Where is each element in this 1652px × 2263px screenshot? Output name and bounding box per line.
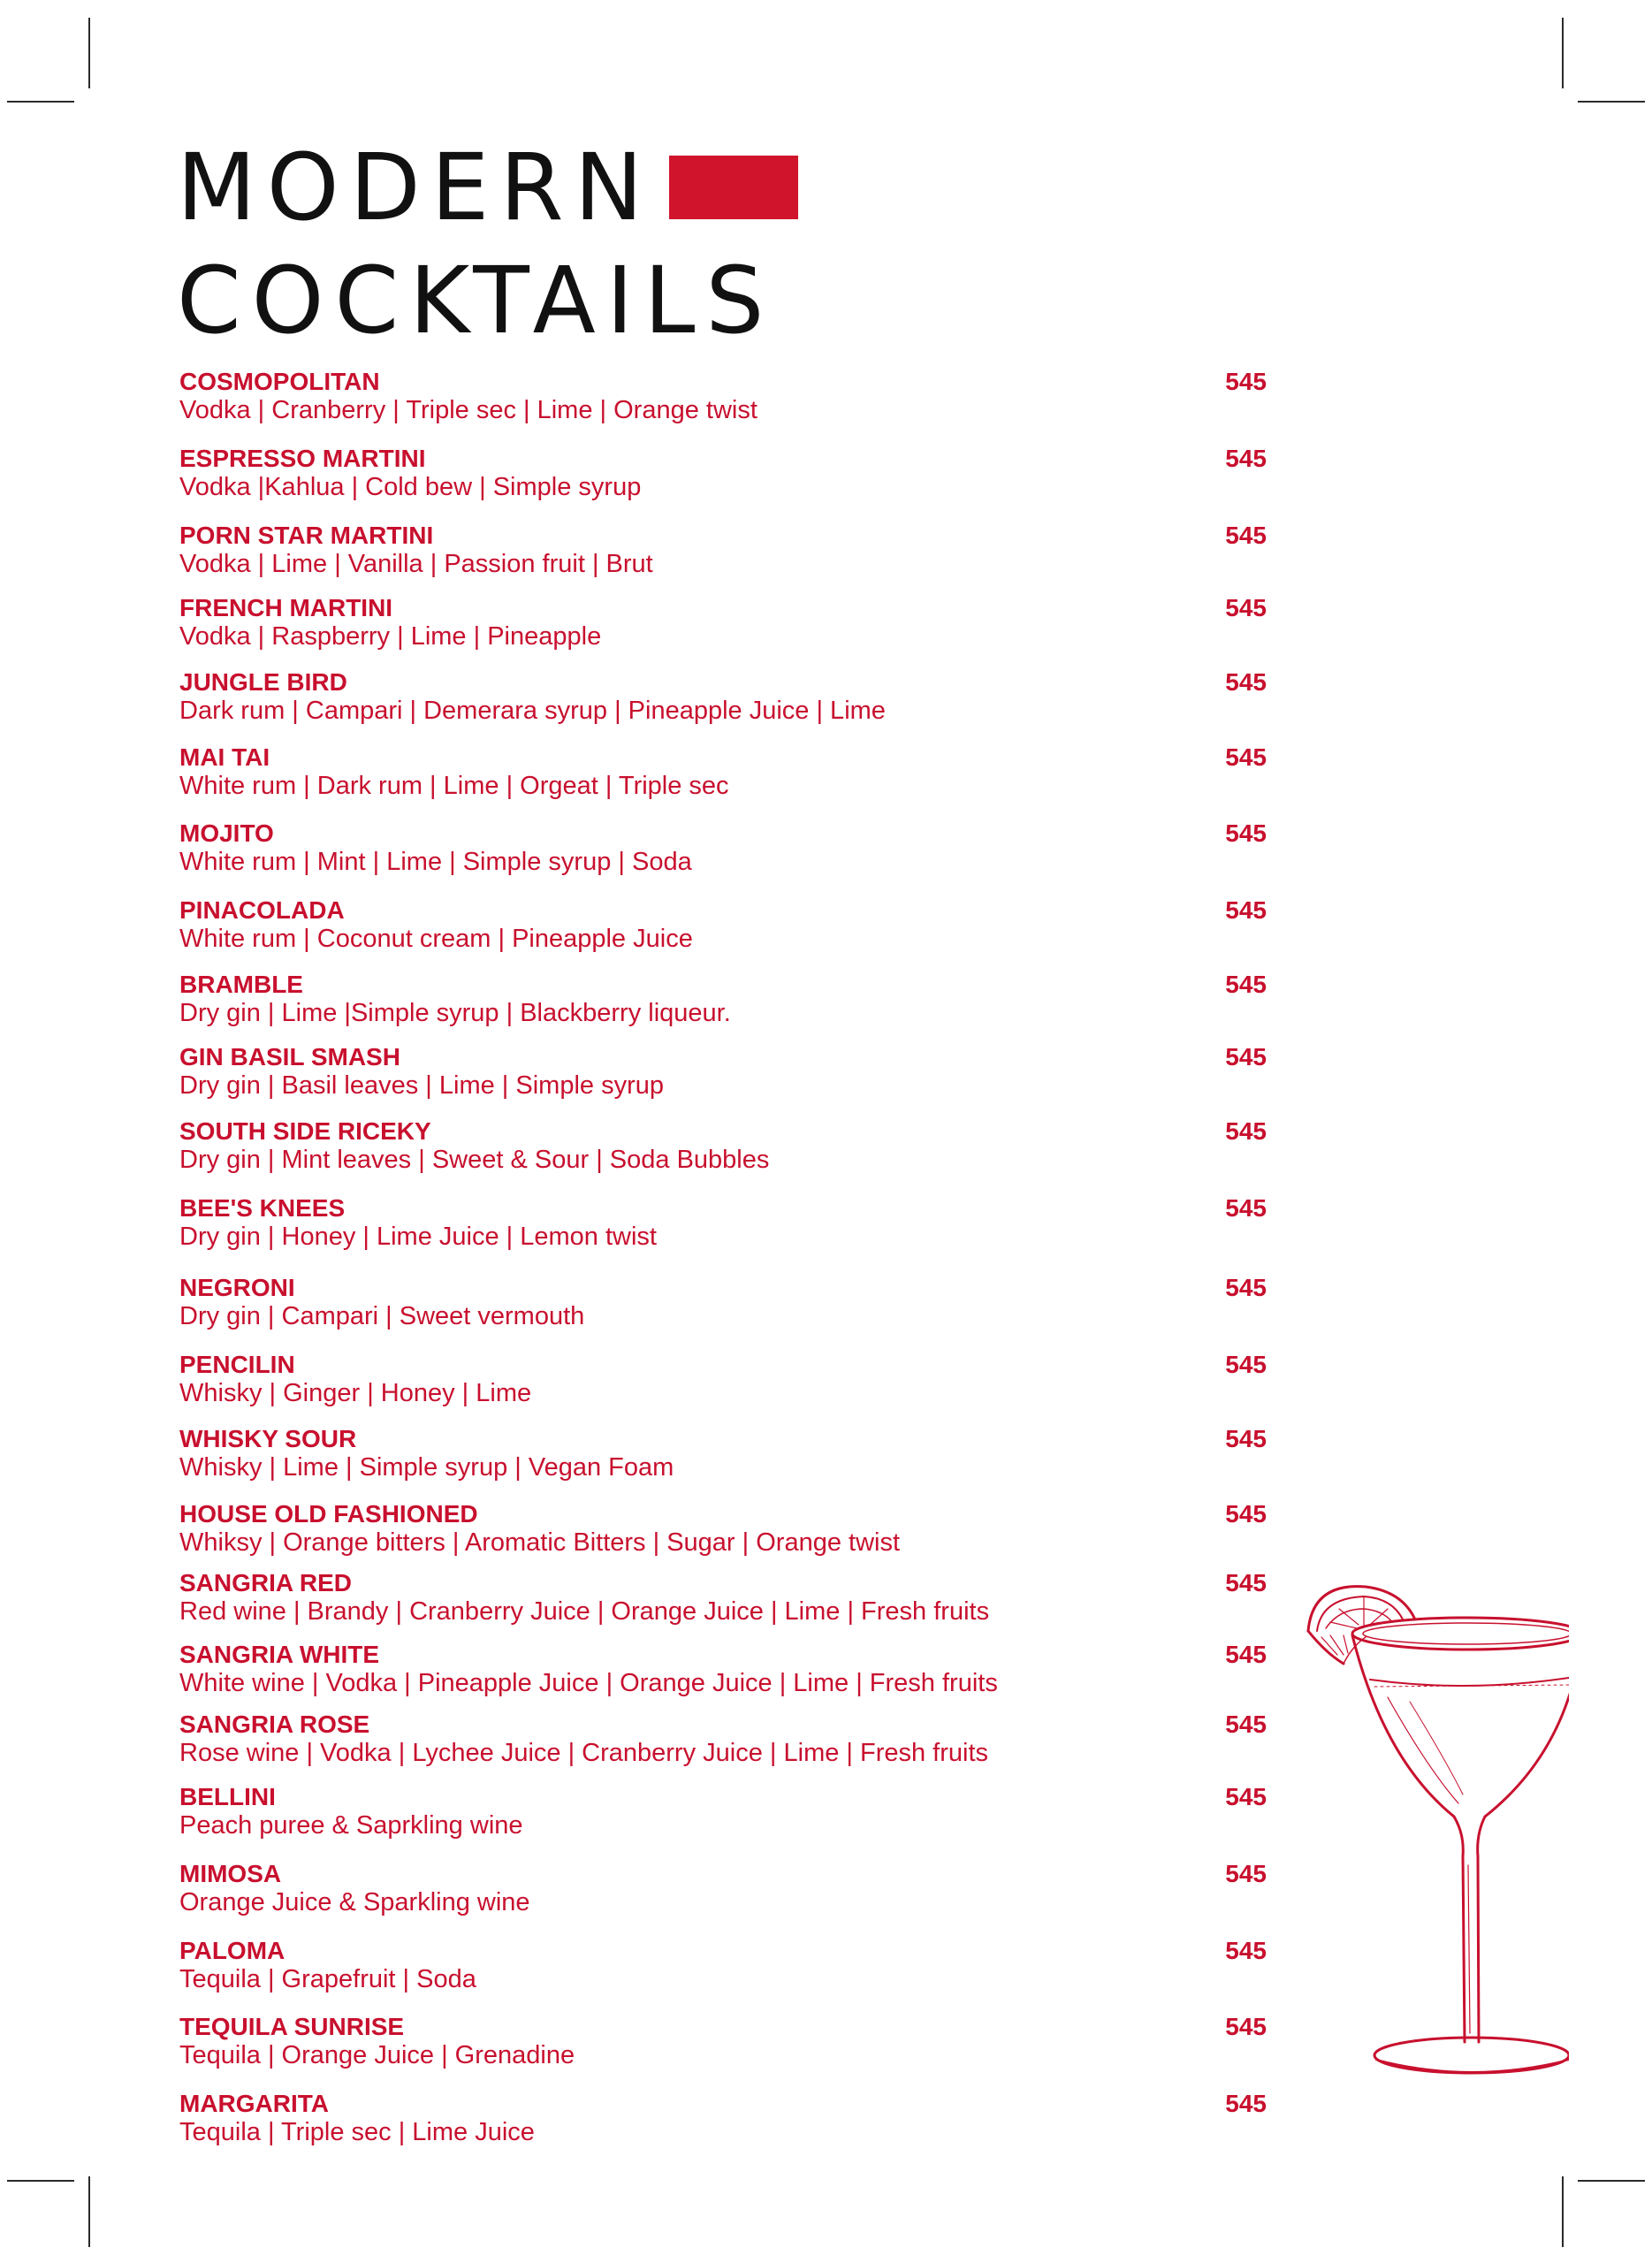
menu-item bbox=[179, 1043, 1267, 1101]
menu-item bbox=[179, 1274, 1267, 1331]
item-price: 545 bbox=[1225, 1043, 1267, 1071]
page-title bbox=[177, 131, 798, 357]
menu-item bbox=[179, 1569, 1267, 1627]
item-description: White wine | Vodka | Pineapple Juice | Orange Juice | Lime | Fresh fruits bbox=[179, 1669, 998, 1697]
menu-item bbox=[179, 743, 1267, 801]
item-name: COSMOPOLITAN bbox=[179, 368, 380, 395]
item-price: 545 bbox=[1225, 1500, 1267, 1528]
menu-item bbox=[179, 1937, 1267, 1994]
item-description: Rose wine | Vodka | Lychee Juice | Cranberry Juice | Lime | Fresh fruits bbox=[179, 1739, 989, 1767]
item-name: MOJITO bbox=[179, 819, 274, 847]
item-price: 545 bbox=[1225, 522, 1267, 549]
item-price: 545 bbox=[1225, 445, 1267, 472]
item-name: PENCILIN bbox=[179, 1351, 295, 1378]
item-name: ESPRESSO MARTINI bbox=[179, 445, 426, 472]
item-price: 545 bbox=[1225, 594, 1267, 621]
item-description: Vodka | Lime | Vanilla | Passion fruit | Brut bbox=[179, 550, 653, 578]
menu-item bbox=[179, 594, 1267, 651]
title-line-2: COCKTAILS bbox=[177, 247, 775, 354]
item-description: Vodka | Raspberry | Lime | Pineapple bbox=[179, 622, 602, 651]
item-description: Dark rum | Campari | Demerara syrup | Pineapple Juice | Lime bbox=[179, 697, 886, 725]
title-accent-bar bbox=[669, 156, 798, 219]
item-name: MARGARITA bbox=[179, 2090, 330, 2117]
menu-item bbox=[179, 445, 1267, 502]
item-price: 545 bbox=[1225, 896, 1267, 924]
item-description: Dry gin | Lime |Simple syrup | Blackberry liqueur. bbox=[179, 999, 731, 1027]
item-price: 545 bbox=[1225, 819, 1267, 847]
menu-item bbox=[179, 668, 1267, 726]
item-price: 545 bbox=[1225, 1194, 1267, 1222]
menu-item bbox=[179, 522, 1267, 579]
item-description: Red wine | Brandy | Cranberry Juice | Orange Juice | Lime | Fresh fruits bbox=[179, 1597, 990, 1626]
menu-item bbox=[179, 1783, 1267, 1840]
item-description: Tequila | Grapefruit | Soda bbox=[179, 1965, 476, 1993]
item-name: WHISKY SOUR bbox=[179, 1425, 357, 1452]
crop-mark bbox=[7, 101, 74, 103]
item-price: 545 bbox=[1225, 1641, 1267, 1668]
item-name: PINACOLADA bbox=[179, 896, 345, 924]
item-price: 545 bbox=[1225, 1860, 1267, 1887]
item-description: Peach puree & Saprkling wine bbox=[179, 1811, 523, 1840]
item-price: 545 bbox=[1225, 1425, 1267, 1452]
item-description: Whisky | Lime | Simple syrup | Vegan Foam bbox=[179, 1453, 674, 1482]
item-name: PALOMA bbox=[179, 1937, 285, 1964]
item-name: JUNGLE BIRD bbox=[179, 668, 347, 696]
menu-item bbox=[179, 1117, 1267, 1175]
menu-item bbox=[179, 971, 1267, 1028]
crop-mark bbox=[7, 2180, 74, 2182]
item-price: 545 bbox=[1225, 1937, 1267, 1964]
menu-item bbox=[179, 1425, 1267, 1482]
crop-mark bbox=[1562, 18, 1564, 88]
menu-item bbox=[179, 819, 1267, 877]
menu-item bbox=[179, 896, 1267, 954]
menu-item bbox=[179, 1351, 1267, 1408]
title-line-1: MODERN bbox=[177, 133, 654, 241]
item-price: 545 bbox=[1225, 1711, 1267, 1738]
item-description: Whiksy | Orange bitters | Aromatic Bitters | Sugar | Orange twist bbox=[179, 1528, 901, 1557]
item-price: 545 bbox=[1225, 1351, 1267, 1378]
item-price: 545 bbox=[1225, 1783, 1267, 1810]
item-description: Vodka | Cranberry | Triple sec | Lime | Orange twist bbox=[179, 396, 757, 424]
item-description: White rum | Mint | Lime | Simple syrup | Soda bbox=[179, 848, 692, 876]
menu-item bbox=[179, 1641, 1267, 1698]
item-name: MIMOSA bbox=[179, 1860, 282, 1887]
item-name: BRAMBLE bbox=[179, 971, 303, 998]
item-description: Dry gin | Honey | Lime Juice | Lemon twist bbox=[179, 1223, 657, 1251]
menu-item bbox=[179, 2013, 1267, 2070]
item-price: 545 bbox=[1225, 1274, 1267, 1301]
item-price: 545 bbox=[1225, 2090, 1267, 2117]
item-price: 545 bbox=[1225, 368, 1267, 395]
item-description: Tequila | Orange Juice | Grenadine bbox=[179, 2041, 575, 2069]
item-name: HOUSE OLD FASHIONED bbox=[179, 1500, 478, 1528]
item-name: BEE'S KNEES bbox=[179, 1194, 346, 1222]
menu-item bbox=[179, 368, 1267, 425]
menu-item bbox=[179, 1711, 1267, 1768]
item-price: 545 bbox=[1225, 1117, 1267, 1145]
item-description: Whisky | Ginger | Honey | Lime bbox=[179, 1379, 532, 1407]
item-name: SANGRIA ROSE bbox=[179, 1711, 370, 1738]
item-description: White rum | Dark rum | Lime | Orgeat | Triple sec bbox=[179, 772, 729, 800]
menu-item bbox=[179, 1860, 1267, 1917]
item-description: Dry gin | Campari | Sweet vermouth bbox=[179, 1302, 585, 1330]
menu-item bbox=[179, 1500, 1267, 1558]
item-name: TEQUILA SUNRISE bbox=[179, 2013, 405, 2040]
item-price: 545 bbox=[1225, 1569, 1267, 1596]
item-description: Vodka |Kahlua | Cold bew | Simple syrup bbox=[179, 473, 642, 501]
item-description: Tequila | Triple sec | Lime Juice bbox=[179, 2118, 535, 2146]
item-description: Orange Juice & Sparkling wine bbox=[179, 1888, 530, 1916]
item-name: GIN BASIL SMASH bbox=[179, 1043, 400, 1071]
menu-item bbox=[179, 1194, 1267, 1252]
item-name: NEGRONI bbox=[179, 1274, 295, 1301]
item-name: MAI TAI bbox=[179, 743, 270, 771]
crop-mark bbox=[88, 18, 90, 88]
item-description: Dry gin | Mint leaves | Sweet & Sour | Soda Bubbles bbox=[179, 1146, 770, 1174]
item-name: SOUTH SIDE RICEKY bbox=[179, 1117, 431, 1145]
crop-mark bbox=[1578, 101, 1645, 103]
item-price: 545 bbox=[1225, 743, 1267, 771]
crop-mark bbox=[1578, 2180, 1645, 2182]
item-name: SANGRIA WHITE bbox=[179, 1641, 380, 1668]
item-price: 545 bbox=[1225, 971, 1267, 998]
item-description: White rum | Coconut cream | Pineapple Juice bbox=[179, 925, 693, 953]
crop-mark bbox=[88, 2176, 90, 2247]
item-name: PORN STAR MARTINI bbox=[179, 522, 434, 549]
crop-mark bbox=[1562, 2176, 1564, 2247]
item-name: BELLINI bbox=[179, 1783, 276, 1810]
cocktail-glass-icon bbox=[1304, 1582, 1569, 2095]
item-description: Dry gin | Basil leaves | Lime | Simple syrup bbox=[179, 1071, 665, 1100]
item-name: FRENCH MARTINI bbox=[179, 594, 393, 621]
item-price: 545 bbox=[1225, 2013, 1267, 2040]
item-price: 545 bbox=[1225, 668, 1267, 696]
item-name: SANGRIA RED bbox=[179, 1569, 352, 1596]
menu-item bbox=[179, 2090, 1267, 2147]
